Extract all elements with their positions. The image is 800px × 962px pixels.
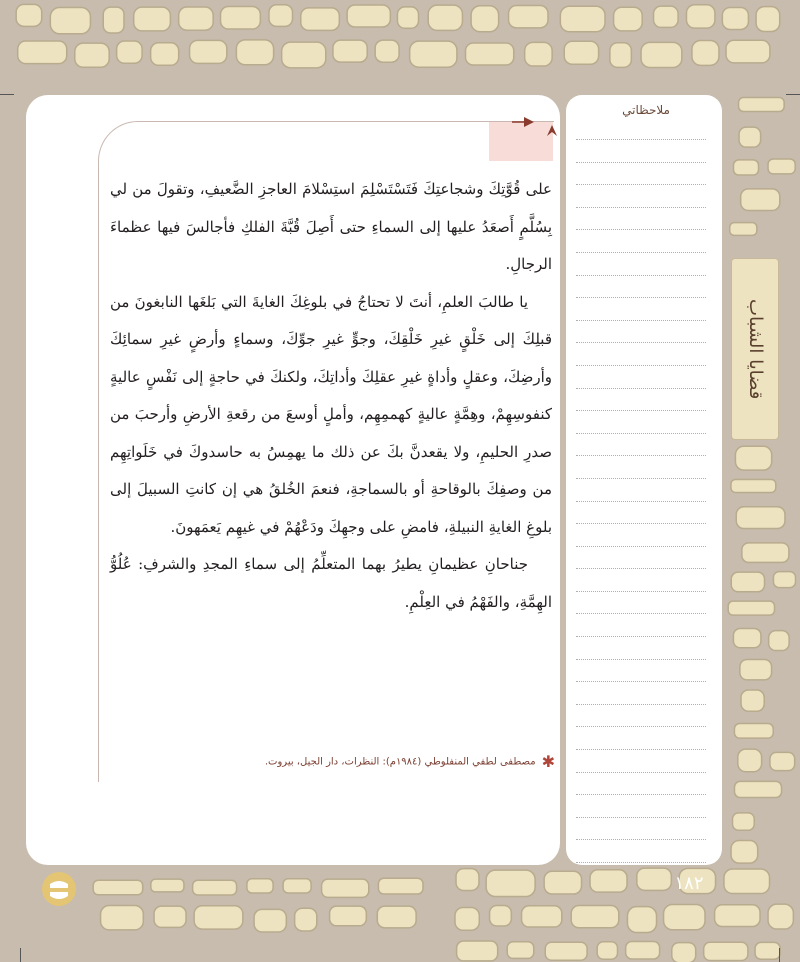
note-line	[576, 772, 706, 773]
footnote-text: مصطفى لطفي المنفلوطي (١٩٨٤م): النظرات، دار الجيل، بيروت.	[264, 756, 536, 768]
stone	[378, 878, 423, 894]
stone	[282, 42, 326, 68]
stone	[672, 943, 696, 962]
stone	[733, 628, 761, 647]
stone	[134, 7, 171, 31]
stone	[269, 5, 293, 27]
note-line	[576, 794, 706, 795]
crop-mark	[20, 948, 21, 962]
note-line	[576, 523, 706, 524]
stone	[641, 42, 682, 67]
stone	[93, 880, 142, 894]
stone	[560, 6, 605, 32]
crop-mark	[779, 948, 780, 962]
stone	[375, 40, 399, 62]
stone	[193, 880, 237, 895]
stone	[686, 5, 714, 28]
note-line	[576, 297, 706, 298]
stone	[756, 7, 780, 32]
stone	[769, 631, 789, 651]
stone	[283, 879, 311, 893]
stone	[301, 8, 340, 31]
note-line	[576, 726, 706, 727]
stone	[466, 43, 514, 65]
stone	[742, 543, 789, 563]
stone	[295, 908, 317, 931]
stone	[471, 6, 499, 32]
stone	[597, 942, 617, 959]
asterisk-icon: ✱	[541, 752, 555, 771]
stone	[377, 906, 416, 928]
stone	[664, 905, 705, 930]
notes-title: ملاحظاتي	[622, 103, 670, 117]
stone	[75, 43, 109, 67]
note-line	[576, 501, 706, 502]
stone	[722, 7, 748, 29]
stone	[741, 189, 780, 211]
stone	[486, 870, 535, 896]
note-line	[576, 433, 706, 434]
stone	[741, 690, 764, 711]
stone	[614, 7, 643, 31]
stone	[733, 160, 758, 175]
stone	[490, 905, 512, 925]
stone	[525, 42, 552, 66]
paragraph: على قُوَّتِكَ وشجاعتِكَ فَتَسْتَسْلِمَ استِسْلامَ العاجزِ الضَّعيفِ، وتقولَ من لي بِسُلَّمٍ أَصعَدُ عليها إلى السماءِ حتى أَصِلَ قُبَّةَ الفلكِ فأجالسَ فيها عظماءَ الرجالِ.	[110, 180, 552, 273]
note-line	[576, 207, 706, 208]
stone	[151, 43, 179, 66]
publisher-logo-icon	[40, 868, 78, 910]
stone	[322, 879, 369, 897]
stone	[610, 43, 631, 68]
stone	[457, 941, 498, 961]
stone	[151, 879, 184, 892]
stone	[731, 479, 776, 492]
note-line	[576, 275, 706, 276]
note-line	[576, 184, 706, 185]
stone	[770, 752, 795, 770]
stone	[397, 7, 418, 28]
stone	[194, 906, 243, 929]
stone	[740, 659, 772, 679]
crop-mark	[0, 94, 14, 95]
stone	[730, 223, 757, 236]
notes-lines	[576, 139, 706, 885]
stone	[236, 40, 273, 65]
note-line	[576, 162, 706, 163]
stone	[731, 572, 764, 592]
stone	[154, 906, 186, 927]
stone	[739, 127, 761, 147]
stone	[179, 7, 213, 30]
stone	[330, 906, 367, 926]
stone	[692, 40, 719, 65]
stone	[654, 6, 679, 27]
stone	[410, 41, 457, 67]
stone	[117, 41, 142, 63]
stone	[627, 907, 656, 933]
note-line	[576, 139, 706, 140]
note-line	[576, 704, 706, 705]
stone	[455, 907, 479, 930]
note-line	[576, 365, 706, 366]
stone	[254, 909, 286, 932]
stone	[768, 904, 793, 929]
stone	[18, 41, 67, 64]
note-line	[576, 749, 706, 750]
page-number: ١٨٢	[674, 873, 704, 894]
stone	[190, 40, 227, 63]
note-line	[576, 839, 706, 840]
stone	[545, 942, 587, 960]
stone	[522, 906, 562, 927]
stone	[734, 724, 773, 739]
stone	[626, 942, 660, 959]
stone	[247, 879, 273, 893]
crop-mark	[786, 94, 800, 95]
note-line	[576, 478, 706, 479]
note-line	[576, 817, 706, 818]
note-line	[576, 410, 706, 411]
note-line	[576, 613, 706, 614]
stone	[428, 5, 462, 30]
passage-body	[110, 171, 552, 621]
paragraph: جناحانِ عظيمانِ يطيرُ بهما المتعلِّمُ إلى سماءِ المجدِ والشرفِ: عُلُوُّ الهِمَّةِ، والفَهْمُ في العِلْمِ.	[110, 555, 552, 611]
side-tab	[731, 258, 779, 440]
note-line	[576, 229, 706, 230]
stone	[333, 40, 367, 62]
note-line	[576, 320, 706, 321]
stone	[456, 869, 479, 891]
stone	[507, 942, 534, 959]
note-line	[576, 455, 706, 456]
side-tab-label: قضايا الشباب	[745, 298, 766, 400]
note-line	[576, 636, 706, 637]
notes-card	[566, 95, 722, 865]
stone	[738, 749, 762, 772]
stone	[509, 6, 548, 28]
stone	[221, 6, 261, 29]
paragraph: يا طالبَ العلمِ، أنتَ لا تحتاجُ في بلوغِكَ الغايةَ التي بَلغَها النابغونَ من قبلِكَ إلى خَلْقٍ غيرِ خَلْقِكَ، وجوٍّ غيرِ جوِّكَ، وسماءٍ وأرضٍ غيرِ سمائِكَ وأرضِكَ، وعقلٍ وأداةٍ غيرِ عقلِكَ وأداتِكَ، ولكنكَ في حاجةٍ إلى نَفْسٍ عاليةٍ كنفوسِهِمْ، وهِمَّةٍ عاليةٍ كهممِهِم، وأملٍ أوسعَ من رقعةِ الأرضِ وأرحبَ من صدرِ الحليمِ، ولا يقعدنَّ بكَ عن ذلك ما يهمِسُ به حاسدوكَ في خَلَواتِهِم من وصفِكَ بالوقاحةِ أو بالسماجةِ، فنعمَ الخُلقُ هي إن كانتِ السبيلَ إلى بلوغِ الغايةِ النبيلةِ، فامضِ على وجهِكَ ودَعْهُمْ في غيهِم يَعمَهونَ.	[110, 292, 552, 536]
stone	[724, 869, 770, 893]
stone	[755, 942, 780, 959]
stone	[733, 813, 755, 830]
stone	[704, 942, 748, 960]
note-line	[576, 681, 706, 682]
stone	[103, 7, 124, 33]
stone	[347, 5, 390, 27]
note-line	[576, 591, 706, 592]
stone	[564, 41, 598, 64]
note-line	[576, 659, 706, 660]
note-line	[576, 252, 706, 253]
stone	[768, 159, 795, 174]
stone	[715, 905, 760, 927]
note-line	[576, 546, 706, 547]
right-arrow-icon	[512, 116, 534, 128]
stone	[736, 507, 785, 529]
note-line	[576, 862, 706, 863]
note-line	[576, 568, 706, 569]
stone	[50, 8, 90, 34]
stone	[773, 572, 795, 588]
stone	[739, 98, 785, 112]
note-line	[576, 342, 706, 343]
stone	[734, 781, 781, 797]
note-line	[576, 388, 706, 389]
stone	[16, 4, 42, 26]
stone	[571, 906, 619, 928]
stone	[101, 906, 144, 930]
stone	[735, 446, 771, 470]
stone	[726, 40, 770, 63]
up-arrow-icon	[545, 124, 559, 138]
footnote	[230, 752, 555, 771]
stone	[731, 841, 758, 864]
stone	[728, 601, 774, 615]
